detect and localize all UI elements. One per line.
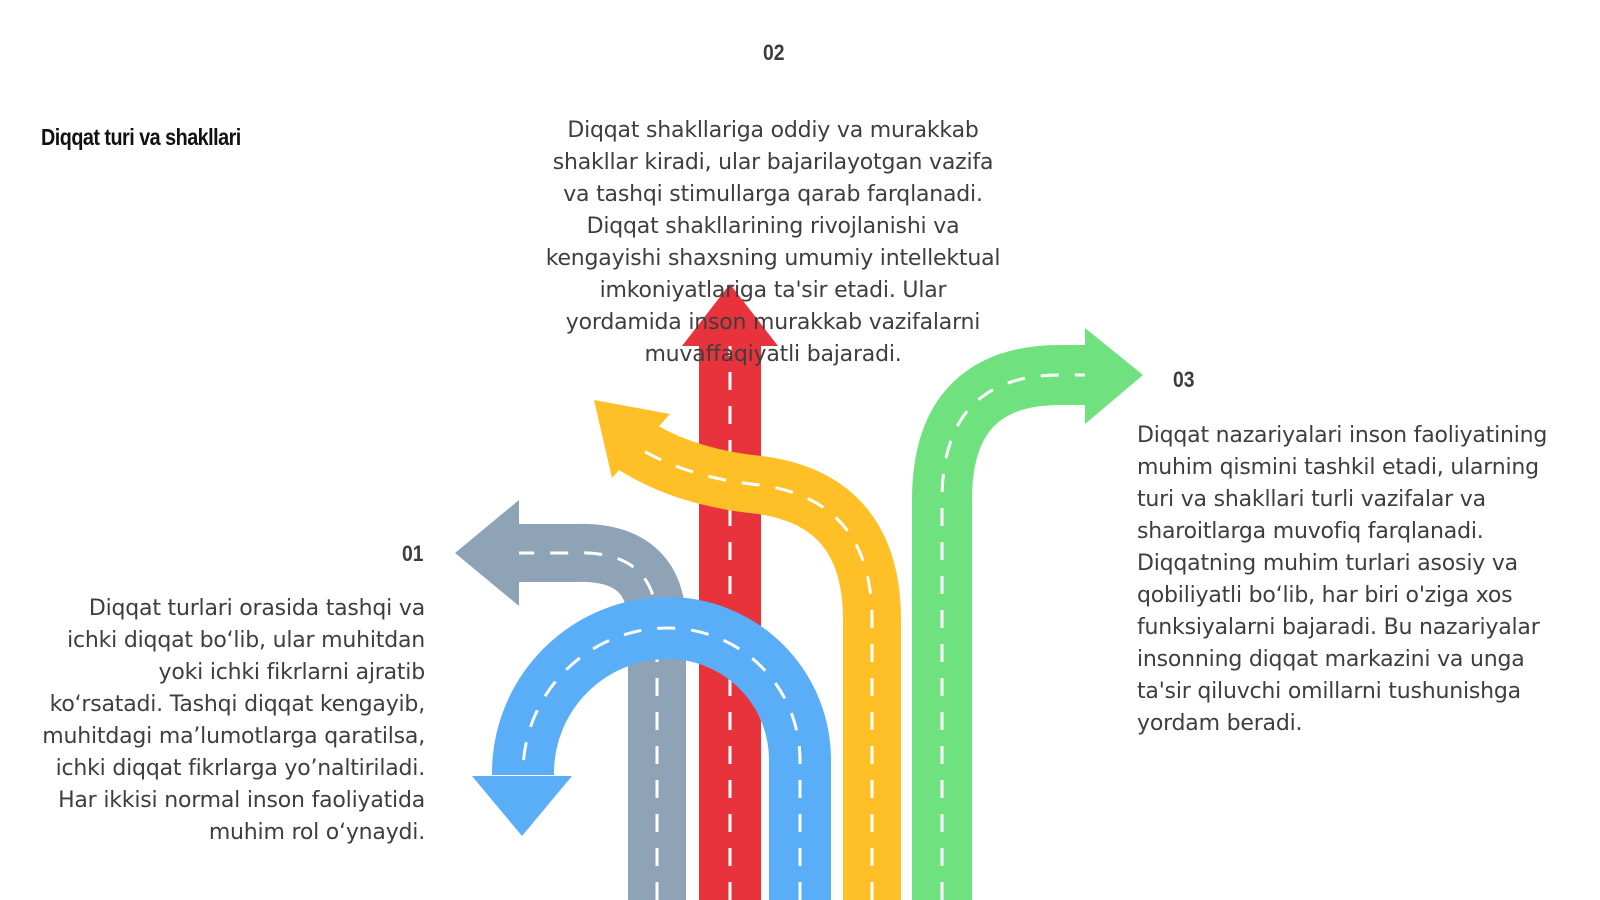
step-number-02: 02	[763, 40, 785, 65]
step-text-01: Diqqat turlari orasida tashqi va ichki diqqat bo‘lib, ular muhitdan yoki ichki fikrlarni ajratib ko‘rsatadi. Tashqi diqqat kengayib, muhitdagi ma’lumotlarga qaratilsa, ichki diqqat fikrlarga yo’naltiriladi. Har ikkisi normal inson faoliyatida muhim rol o‘ynaydi.	[42, 596, 425, 845]
step-text-03: Diqqat nazariyalari inson faoliyatining muhim qismini tashkil etadi, ularning turi va shakllari turli vazifalar va sharoitlarga muvofiq farqlanadi. Diqqatning muhim turlari asosiy va qobiliyatli bo‘lib, har biri o'ziga xos funksiyalarni bajaradi. Bu nazariyalar insonning diqqat markazini va unga ta'sir qiluvchi omillarni tushunishga yordam beradi.	[1137, 423, 1548, 736]
step-number-03: 03	[1173, 367, 1195, 392]
page-title: Diqqat turi va shakllari	[41, 124, 241, 150]
green-road-arrow	[942, 328, 1143, 900]
step-text-02: Diqqat shakllariga oddiy va murakkab shakllar kiradi, ular bajarilayotgan vazifa va tashqi stimullarga qarab farqlanadi. Diqqat shakllarining rivojlanishi va kengayishi shaxsning umumiy intellektual imkoniyatlariga ta'sir etadi. Ular yordamida inson murakkab vazifalarni muvaffaqiyatli bajaradi.	[545, 118, 1001, 367]
step-number-01: 01	[402, 541, 424, 566]
red-road-arrow	[682, 284, 778, 900]
